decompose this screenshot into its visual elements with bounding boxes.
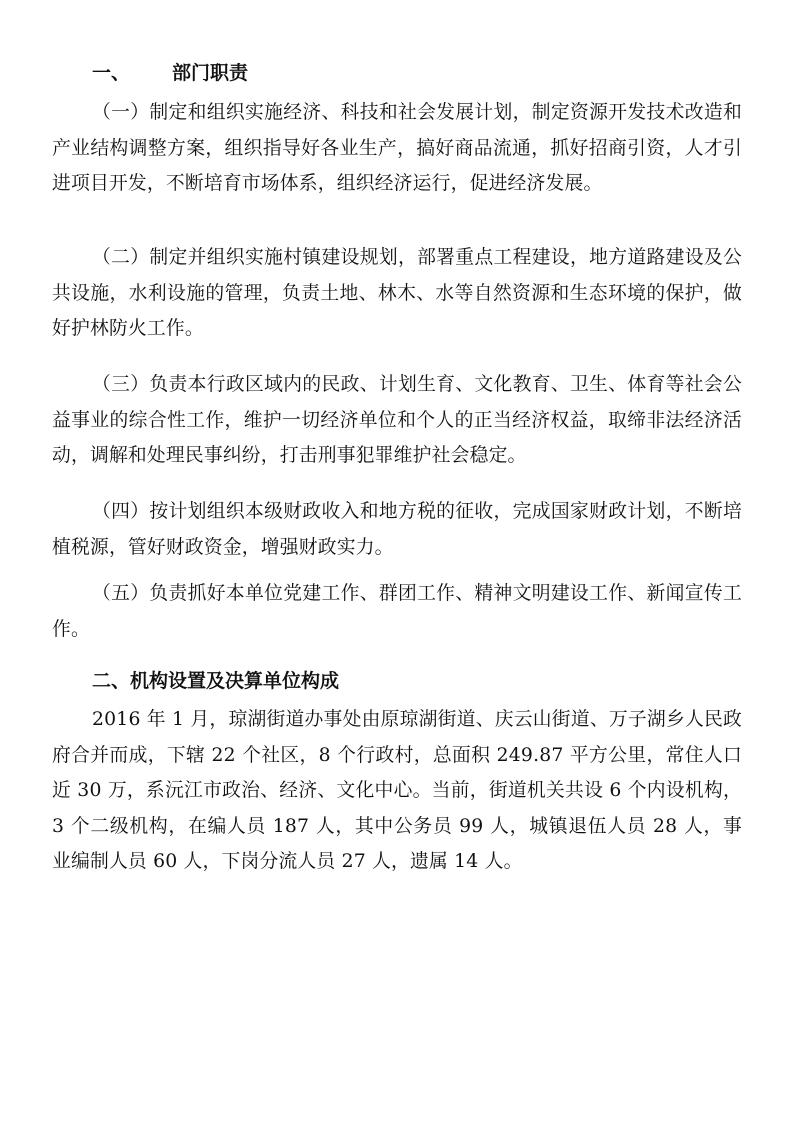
section1-title: 部门职责 xyxy=(172,62,249,84)
section1-heading xyxy=(92,59,248,87)
section2-body: 2016 年 1 月，琼湖街道办事处由原琼湖街道、庆云山街道、万子湖乡人民政府合并而成，下辖 22 个社区，8 个行政村，总面积 249.87 平方公里，常住人口近 30 万，系沅江市政治、经济、文化中心。当前，街道机关共设 6 个内设机构，3 个二级机构，在编人员 187 人，其中公务员 99 人，城镇退伍人员 28 人，事业编制人员 60 人，下岗分流人员 27 人，遗属 14 人。 xyxy=(52,709,742,872)
duty-item-5: （五）负责抓好本单位党建工作、群团工作、精神文明建设工作、新闻宣传工作。 xyxy=(52,583,742,640)
section2-heading: 二、机构设置及决算单位构成 xyxy=(92,670,340,692)
duty-item-1: （一）制定和组织实施经济、科技和社会发展计划，制定资源开发技术改造和产业结构调整方案，组织指导好各业生产，搞好商品流通，抓好招商引资，人才引进项目开发，不断培育市场体系，组织经济运行，促进经济发展。 xyxy=(52,102,742,194)
duty-item-3: （三）负责本行政区域内的民政、计划生育、文化教育、卫生、体育等社会公益事业的综合性工作，维护一切经济单位和个人的正当经济权益，取缔非法经济活动，调解和处理民事纠纷，打击刑事犯罪维护社会稳定。 xyxy=(52,374,742,466)
duty-item-4: （四）按计划组织本级财政收入和地方税的征收，完成国家财政计划，不断培植税源，管好财政资金，增强财政实力。 xyxy=(52,501,742,558)
section1-number: 一、 xyxy=(92,62,131,84)
duty-item-2: （二）制定并组织实施村镇建设规划，部署重点工程建设，地方道路建设及公共设施，水利设施的管理，负责土地、林木、水等自然资源和生态环境的保护，做好护林防火工作。 xyxy=(52,247,742,339)
